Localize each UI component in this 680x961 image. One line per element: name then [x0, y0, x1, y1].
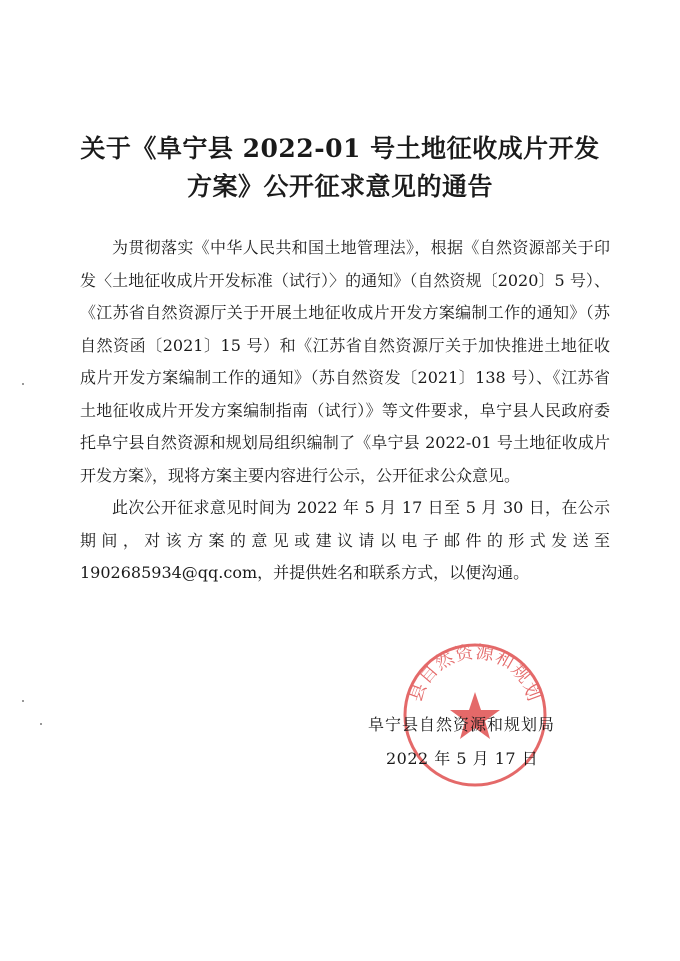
notice-title: [60, 130, 620, 206]
signature-date: 2022 年 5 月 17 日: [386, 749, 539, 768]
notice-body: [80, 232, 610, 590]
title-line-2: 方案》公开征求意见的通告: [186, 172, 493, 201]
scan-speck: [40, 723, 42, 725]
scan-speck: [22, 383, 24, 385]
title-line-1: 关于《阜宁县 2022-01 号土地征收成片开发: [80, 134, 600, 163]
seal-text: 县自然资源和规划: [405, 641, 545, 705]
signature-org: 阜宁县自然资源和规划局: [368, 715, 556, 734]
body-paragraph-1: 为贯彻落实《中华人民共和国土地管理法》，根据《自然资源部关于印发〈土地征收成片开发标准（试行）〉的通知》（自然资规〔2020〕5 号）、《江苏省自然资源厅关于开展土地征收成片开发方案编制工作的通知》（苏自然资函〔2021〕15 号）和《江苏省自然资源厅关于加快推进土地征收成片开发方案编制工作的通知》（苏自然资发〔2021〕138 号）、《江苏省土地征收成片开发方案编制指南（试行）》等文件要求，阜宁县人民政府委托阜宁县自然资源和规划局组织编制了《阜宁县 2022-01 号土地征收成片开发方案》，现将方案主要内容进行公示，公开征求公众意见。: [80, 238, 610, 485]
body-paragraph-2: 此次公开征求意见时间为 2022 年 5 月 17 日至 5 月 30 日，在公示期间，对该方案的意见或建议请以电子邮件的形式发送至 1902685934@qq.com，并提供姓名和联系方式，以便沟通。: [80, 498, 610, 582]
scan-speck: [22, 700, 24, 702]
